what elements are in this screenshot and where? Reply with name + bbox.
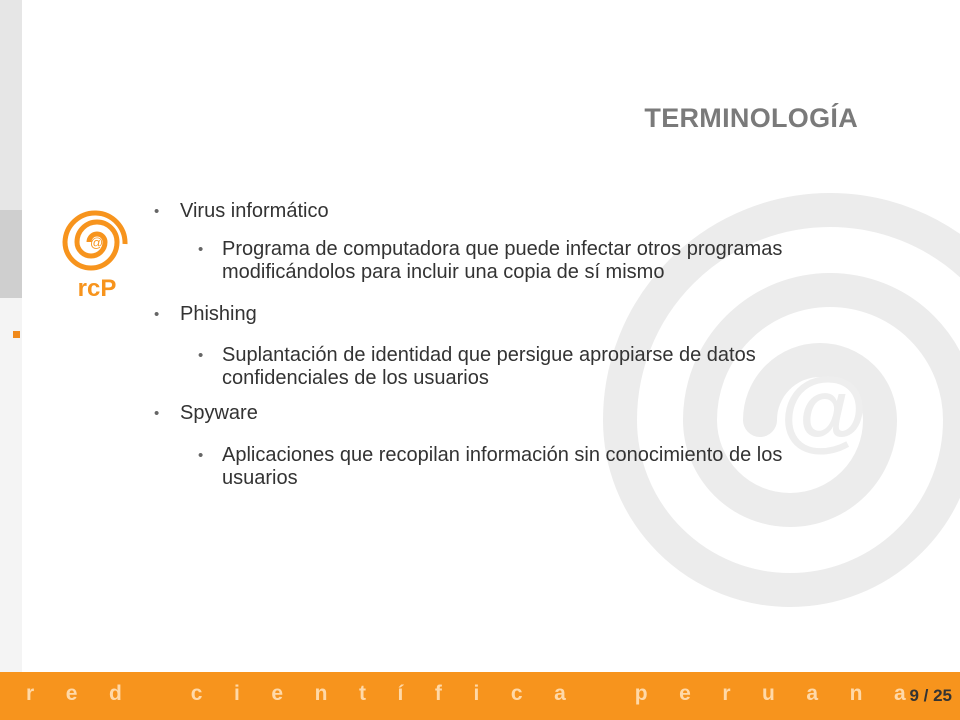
footer-letter: a <box>894 682 906 705</box>
footer-word-gap <box>153 682 159 706</box>
logo-text: rcP <box>77 275 117 302</box>
footer-letter: e <box>65 682 78 705</box>
footer-letter: f <box>434 682 442 705</box>
footer-tagline <box>26 682 906 706</box>
bullet-text: Suplantación de identidad que persigue apropiarse de datos confidenciales de los usuarios <box>222 344 756 389</box>
footer-letter: p <box>634 682 648 705</box>
bullet-text: Spyware <box>180 402 258 424</box>
footer-letter: e <box>271 682 284 705</box>
bullet-level1: • Spyware <box>154 402 258 424</box>
bullet-level2: • Suplantación de identidad que persigue apropiarse de datos confidenciales de los usuarios <box>198 344 756 389</box>
bullet-text: Programa de computadora que puede infectar otros programas modificándolos para incluir una copia de sí mismo <box>222 238 783 283</box>
bullet-text: Aplicaciones que recopilan información sin conocimiento de los usuarios <box>222 444 783 489</box>
footer-bar <box>0 672 960 720</box>
svg-text:@: @ <box>780 360 868 460</box>
page-number: 9 / 25 <box>909 686 952 705</box>
footer-letter: n <box>849 682 863 705</box>
bullet-level1: • Virus informático <box>154 200 329 222</box>
footer-letter: t <box>358 682 366 705</box>
footer-letter: i <box>233 682 240 705</box>
bullet-text: Phishing <box>180 303 257 325</box>
footer-letter: r <box>722 682 731 705</box>
footer-word-gap <box>597 682 603 706</box>
footer-letter: u <box>762 682 775 705</box>
svg-text:@: @ <box>90 235 104 250</box>
bullet-text: Virus informático <box>180 200 329 222</box>
left-decorative-band <box>0 0 22 720</box>
footer-letter: a <box>806 682 819 705</box>
footer-letter: r <box>26 682 35 705</box>
footer-letter: n <box>314 682 328 705</box>
footer-letter: í <box>397 682 404 705</box>
orange-square-marker <box>13 331 20 338</box>
footer-letter: c <box>510 682 523 705</box>
bullet-level1: • Phishing <box>154 303 257 325</box>
footer-letter: d <box>108 682 122 705</box>
footer-letter: i <box>473 682 480 705</box>
footer-letter: a <box>554 682 566 705</box>
bullet-level2: • Aplicaciones que recopilan información sin conocimiento de los usuarios <box>198 444 783 489</box>
slide-title: TERMINOLOGÍA <box>644 103 858 133</box>
bullet-level2: • Programa de computadora que puede infectar otros programas modificándolos para incluir una copia de sí mismo <box>198 238 783 283</box>
footer-letter: e <box>679 682 691 705</box>
footer-letter: c <box>190 682 203 705</box>
rcp-logo <box>62 206 132 302</box>
